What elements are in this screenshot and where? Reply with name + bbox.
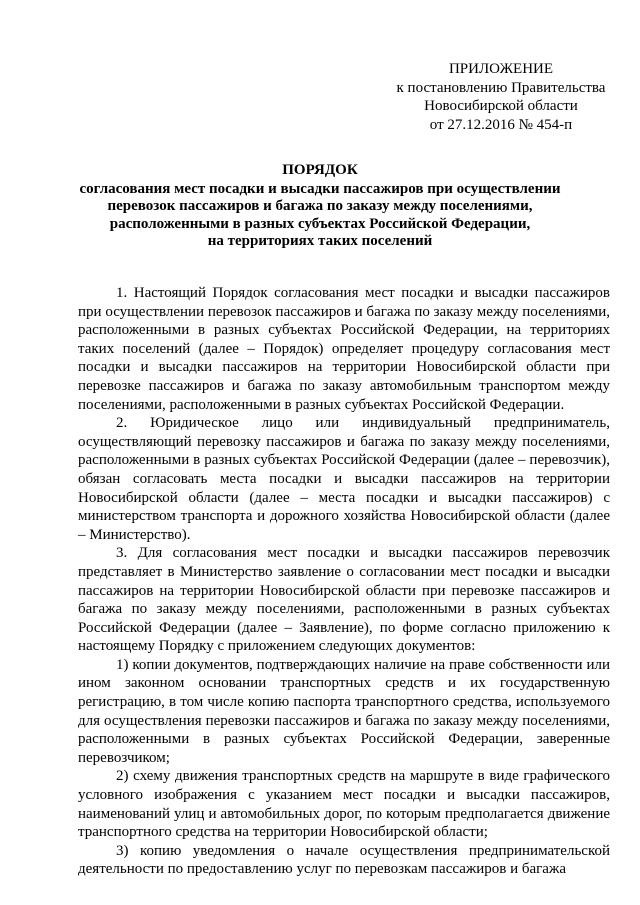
appendix-header xyxy=(381,60,621,134)
title-subtitle-line: на территориях таких поселений xyxy=(207,233,433,249)
paragraph-1: 1. Настоящий Порядок согласования мест посадки и высадки пассажиров при осуществлении перевозок пассажиров и багажа по заказу между поселениями, расположенными в разных субъектах Российской Федерации, на территориях таких поселений (далее – Порядок) определяет процедуру согласования мест посадки и высадки пассажиров на территории Новосибирской области при перевозке пассажиров и багажа по заказу автомобильным транспортом между поселениями, расположенными в разных субъектах Российской Федерации. xyxy=(78,285,610,413)
list-item-1: 1) копии документов, подтверждающих наличие на праве собственности или ином законном основании транспортных средств и их государственную регистрацию, в том числе копию паспорта транспортного средства, используемого для осуществления перевозки пассажиров и багажа по заказу между поселениями, расположенными в разных субъектах Российской Федерации, заверенные перевозчиком; xyxy=(78,656,610,766)
document-title xyxy=(60,162,580,251)
appendix-region: Новосибирской области xyxy=(424,98,578,114)
title-main: ПОРЯДОК xyxy=(282,162,358,178)
paragraph-3: 3. Для согласования мест посадки и высадки пассажиров перевозчик представляет в Министерство заявление о согласовании мест посадки и высадки пассажиров на территории Новосибирской области при перевозке пассажиров и багажа по заказу между поселениями, расположенными в разных субъектах Российской Федерации (далее – Заявление), по форме согласно приложению к настоящему Порядку с приложением следующих документов: xyxy=(78,545,610,655)
appendix-date-number: от 27.12.2016 № 454-п xyxy=(429,116,573,133)
title-subtitle-line: согласования мест посадки и высадки пассажиров при осуществлении xyxy=(79,180,561,197)
title-subtitle-line: расположенными в разных субъектах Российской Федерации, xyxy=(109,215,531,232)
appendix-label: ПРИЛОЖЕНИЕ xyxy=(448,61,554,77)
paragraph-2: 2. Юридическое лицо или индивидуальный предприниматель, осуществляющий перевозку пассажиров и багажа по заказу между поселениями, расположенными в разных субъектах Российской Федерации (далее – перевозчик), обязан согласовать места посадки и высадки пассажиров на территории Новосибирской области (далее – места посадки и высадки пассажиров) с министерством транспорта и дорожного хозяйства Новосибирской области (далее – Министерство). xyxy=(78,415,610,543)
title-subtitle-line: перевозок пассажиров и багажа по заказу между поселениями, xyxy=(107,198,533,214)
appendix-decree-ref: к постановлению Правительства xyxy=(396,79,606,96)
list-item-2: 2) схему движения транспортных средств на маршруте в виде графического условного изображения с указанием мест посадки и высадки пассажиров, наименований улиц и автомобильных дорог, по которым предполагается движение транспортного средства на территории Новосибирской области; xyxy=(78,768,610,841)
list-item-3: 3) копию уведомления о начале осуществления предпринимательской деятельности по предоставлению услуг по перевозкам пассажиров и багажа xyxy=(78,842,610,878)
document-body xyxy=(78,284,610,879)
